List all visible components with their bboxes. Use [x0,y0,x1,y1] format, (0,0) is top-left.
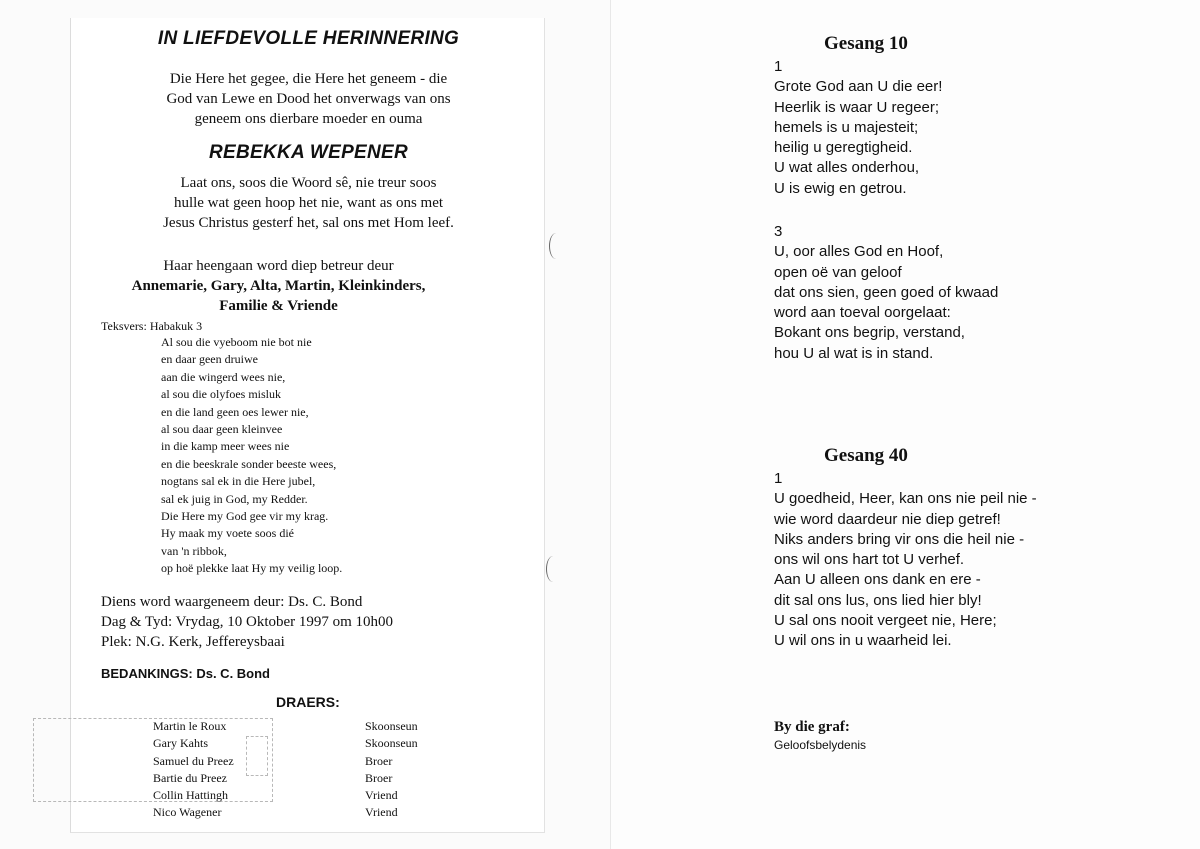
pallbearers-list [153,718,418,822]
intro-line: God van Lewe en Dood het onverwags van ons [166,91,451,107]
hymn-line: heilig u geregtigheid. [774,139,913,157]
service-officiant: Diens word waargeneem deur: Ds. C. Bond [101,594,363,610]
hymn10-title: Gesang 10 [824,33,908,54]
mourners-line: Annemarie, Gary, Alta, Martin, Kleinkinders, [131,278,426,294]
poem-line: en daar geen druiwe [161,352,258,367]
pallbearer-name: Martin le Roux [153,719,227,733]
pallbearer-name: Gary Kahts [153,736,208,751]
pallbearer-name: Samuel du Preez [153,753,234,768]
mourned-line: Haar heengaan word diep betreur deur [163,258,394,274]
hymn-line: Aan U alleen ons dank en ere - [774,571,981,589]
scripture-verse [71,173,546,233]
pallbearer-name: Collin Hattingh [153,788,228,803]
hymn-line: word aan toeval oorgelaat: [774,304,951,322]
verse-line: Laat ons, soos die Woord sê, nie treur soos [180,175,437,191]
service-place: Plek: N.G. Kerk, Jeffereysbaai [101,634,285,650]
verse-number: 3 [774,223,783,240]
pallbearer-relation: Vriend [365,788,398,803]
pallbearer-row [153,735,418,752]
poem-line: nogtans sal ek in die Here jubel, [161,474,316,489]
hymn-line: ons wil ons hart tot U verhef. [774,551,965,569]
verse-number: 1 [774,58,783,75]
verse-line: Jesus Christus gesterf het, sal ons met Hom leef. [163,215,454,231]
hymn-line: U, oor alles God en Hoof, [774,243,944,261]
grave-heading: By die graf: [774,719,850,735]
service-date-time: Dag & Tyd: Vrydag, 10 Oktober 1997 om 10h00 [101,614,394,630]
text-verse-label: Teksvers: Habakuk 3 [101,319,203,333]
intro-text [71,69,546,129]
intro-line: geneem ons dierbare moeder en ouma [194,111,423,127]
pallbearer-row [153,804,418,821]
thanks-line: BEDANKINGS: Ds. C. Bond [101,666,270,681]
pallbearer-relation: Vriend [365,805,398,820]
mourners-line: Familie & Vriende [219,298,338,314]
intro-line: Die Here het gegee, die Here het geneem - die [169,71,448,87]
poem-line: en die land geen oes lewer nie, [161,404,309,419]
left-page [70,18,545,833]
pallbearer-name: Bartie du Preez [153,770,227,785]
hymn-line: Niks anders bring vir ons die heil nie - [774,530,1025,548]
poem-line: op hoë plekke laat Hy my veilig loop. [161,561,343,576]
pallbearer-relation: Skoonseun [365,736,418,751]
poem-line: Al sou die vyeboom nie bot nie [161,335,312,349]
pallbearers-heading: DRAERS: [276,694,340,710]
hymn-line: Bokant ons begrip, verstand, [774,324,965,342]
hymn-line: U wil ons in u waarheid lei. [774,632,952,650]
pallbearer-row [153,753,418,770]
poem-line: al sou die olyfoes misluk [161,387,281,402]
poem-line: in die kamp meer wees nie [161,439,290,454]
pallbearer-row [153,718,418,735]
poem-line: Hy maak my voete soos dié [161,526,294,541]
poem-line: al sou daar geen kleinvee [161,422,283,437]
verse-number: 1 [774,470,783,487]
grave-text: Geloofsbelydenis [774,738,867,752]
poem-line: Die Here my God gee vir my krag. [161,509,329,524]
hymn10-verse1 [774,57,942,199]
poem [161,334,342,578]
poem-line: van 'n ribbok, [161,543,227,558]
pallbearer-relation: Skoonseun [365,719,418,733]
hymn-line: wie word daardeur nie diep getref! [774,510,1001,528]
hymn40-verse1 [774,469,1037,652]
right-page [610,0,1200,849]
hymn-line: U is ewig en getrou. [774,179,907,197]
hymn40-title: Gesang 40 [824,445,908,466]
hymn-line: hemels is u majesteit; [774,118,919,136]
pallbearer-relation: Broer [365,753,393,768]
hymn10-verse3 [774,222,998,364]
hymn-line: U goedheid, Heer, kan ons nie peil nie - [774,490,1037,508]
hymn-line: open oë van geloof [774,263,902,281]
binding-mark [546,556,560,582]
hymn-line: dit sal ons lus, ons lied hier bly! [774,591,982,609]
pallbearer-relation: Broer [365,770,393,785]
memorial-heading: IN LIEFDEVOLLE HERINNERING [157,28,460,49]
pallbearer-name: Nico Wagener [153,805,222,820]
hymn-line: Grote God aan U die eer! [774,78,943,96]
poem-line: aan die wingerd wees nie, [161,369,286,384]
poem-line: sal ek juig in God, my Redder. [161,491,308,506]
hymn-line: U wat alles onderhou, [774,159,920,177]
pallbearer-row [153,770,418,787]
verse-line: hulle wat geen hoop het nie, want as ons met [173,195,444,211]
deceased-name: REBEKKA WEPENER [208,142,409,163]
hymn-line: U sal ons nooit vergeet nie, Here; [774,612,997,630]
service-details [101,592,393,652]
hymn-line: Heerlik is waar U regeer; [774,98,940,116]
hymn-line: dat ons sien, geen goed of kwaad [774,283,999,301]
pallbearer-row [153,787,418,804]
mourners-list [41,276,516,316]
hymn-line: hou U al wat is in stand. [774,344,934,362]
binding-mark [549,233,563,259]
poem-line: en die beeskrale sonder beeste wees, [161,456,337,471]
